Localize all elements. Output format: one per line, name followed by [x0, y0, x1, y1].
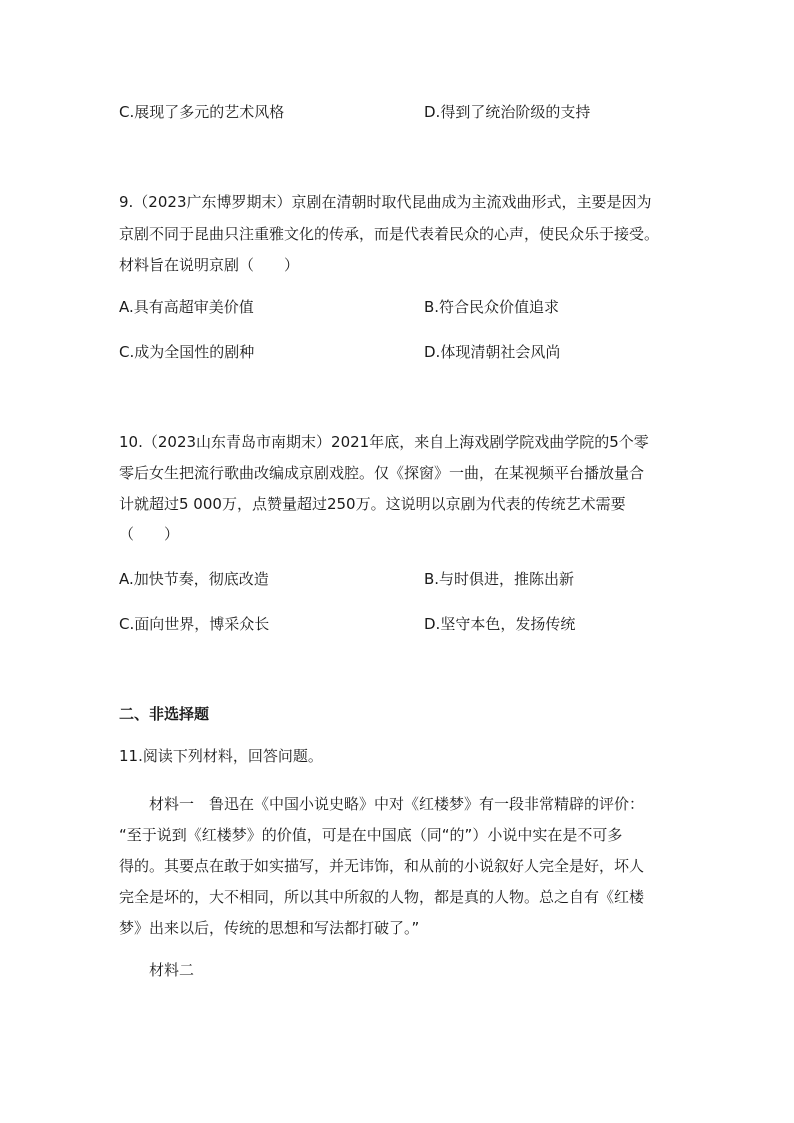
q10-stem-line-3: 计就超过5 000万，点赞量超过250万。这说明以京剧为代表的传统艺术需要	[119, 495, 626, 513]
q9-option-b: B.符合民众价值追求	[424, 298, 560, 316]
q11-stem: 11.阅读下列材料，回答问题。	[119, 747, 323, 765]
q11-material1-line-3: 得的。其要点在敢于如实描写，并无讳饰，和从前的小说叙好人完全是好，坏人	[119, 857, 645, 875]
q8-option-d: D.得到了统治阶级的支持	[424, 103, 591, 121]
q11-material1-line-1: 材料一 鲁迅在《中国小说史略》中对《红楼梦》有一段非常精辟的评价：	[149, 795, 645, 813]
q10-option-b: B.与时俱进，推陈出新	[424, 570, 575, 588]
q10-stem-line-4: （ ）	[119, 525, 180, 543]
q11-material1-line-4: 完全是坏的，大不相同，所以其中所叙的人物，都是真的人物。总之自有《红楼	[119, 888, 645, 906]
q10-stem-line-1: 10.（2023山东青岛市南期末）2021年底，来自上海戏剧学院戏曲学院的5个零	[119, 433, 649, 451]
q10-stem-line-2: 零后女生把流行歌曲改编成京剧戏腔。仅《探窗》一曲，在某视频平台播放量合	[119, 464, 645, 482]
q9-stem-line-2: 京剧不同于昆曲只注重雅文化的传承，而是代表着民众的心声，使民众乐于接受。	[119, 225, 660, 243]
q9-option-d: D.体现清朝社会风尚	[424, 343, 561, 361]
q10-option-c: C.面向世界，博采众长	[119, 615, 270, 633]
q10-option-d: D.坚守本色，发扬传统	[424, 615, 576, 633]
q10-option-a: A.加快节奏，彻底改造	[119, 570, 269, 588]
q8-option-c: C.展现了多元的艺术风格	[119, 103, 285, 121]
q9-stem-line-1: 9.（2023广东博罗期末）京剧在清朝时取代昆曲成为主流戏曲形式，主要是因为	[119, 193, 652, 211]
q11-material2-label: 材料二	[149, 961, 195, 979]
section-heading: 二、非选择题	[119, 705, 210, 723]
q9-stem-line-3: 材料旨在说明京剧（ ）	[119, 256, 300, 274]
q11-material1-line-2: “至于说到《红楼梦》的价值，可是在中国底（同“的”）小说中实在是不可多	[119, 826, 623, 844]
q9-option-c: C.成为全国性的剧种	[119, 343, 255, 361]
q9-option-a: A.具有高超审美价值	[119, 298, 254, 316]
q11-material1-line-5: 梦》出来以后，传统的思想和写法都打破了。”	[119, 919, 420, 937]
